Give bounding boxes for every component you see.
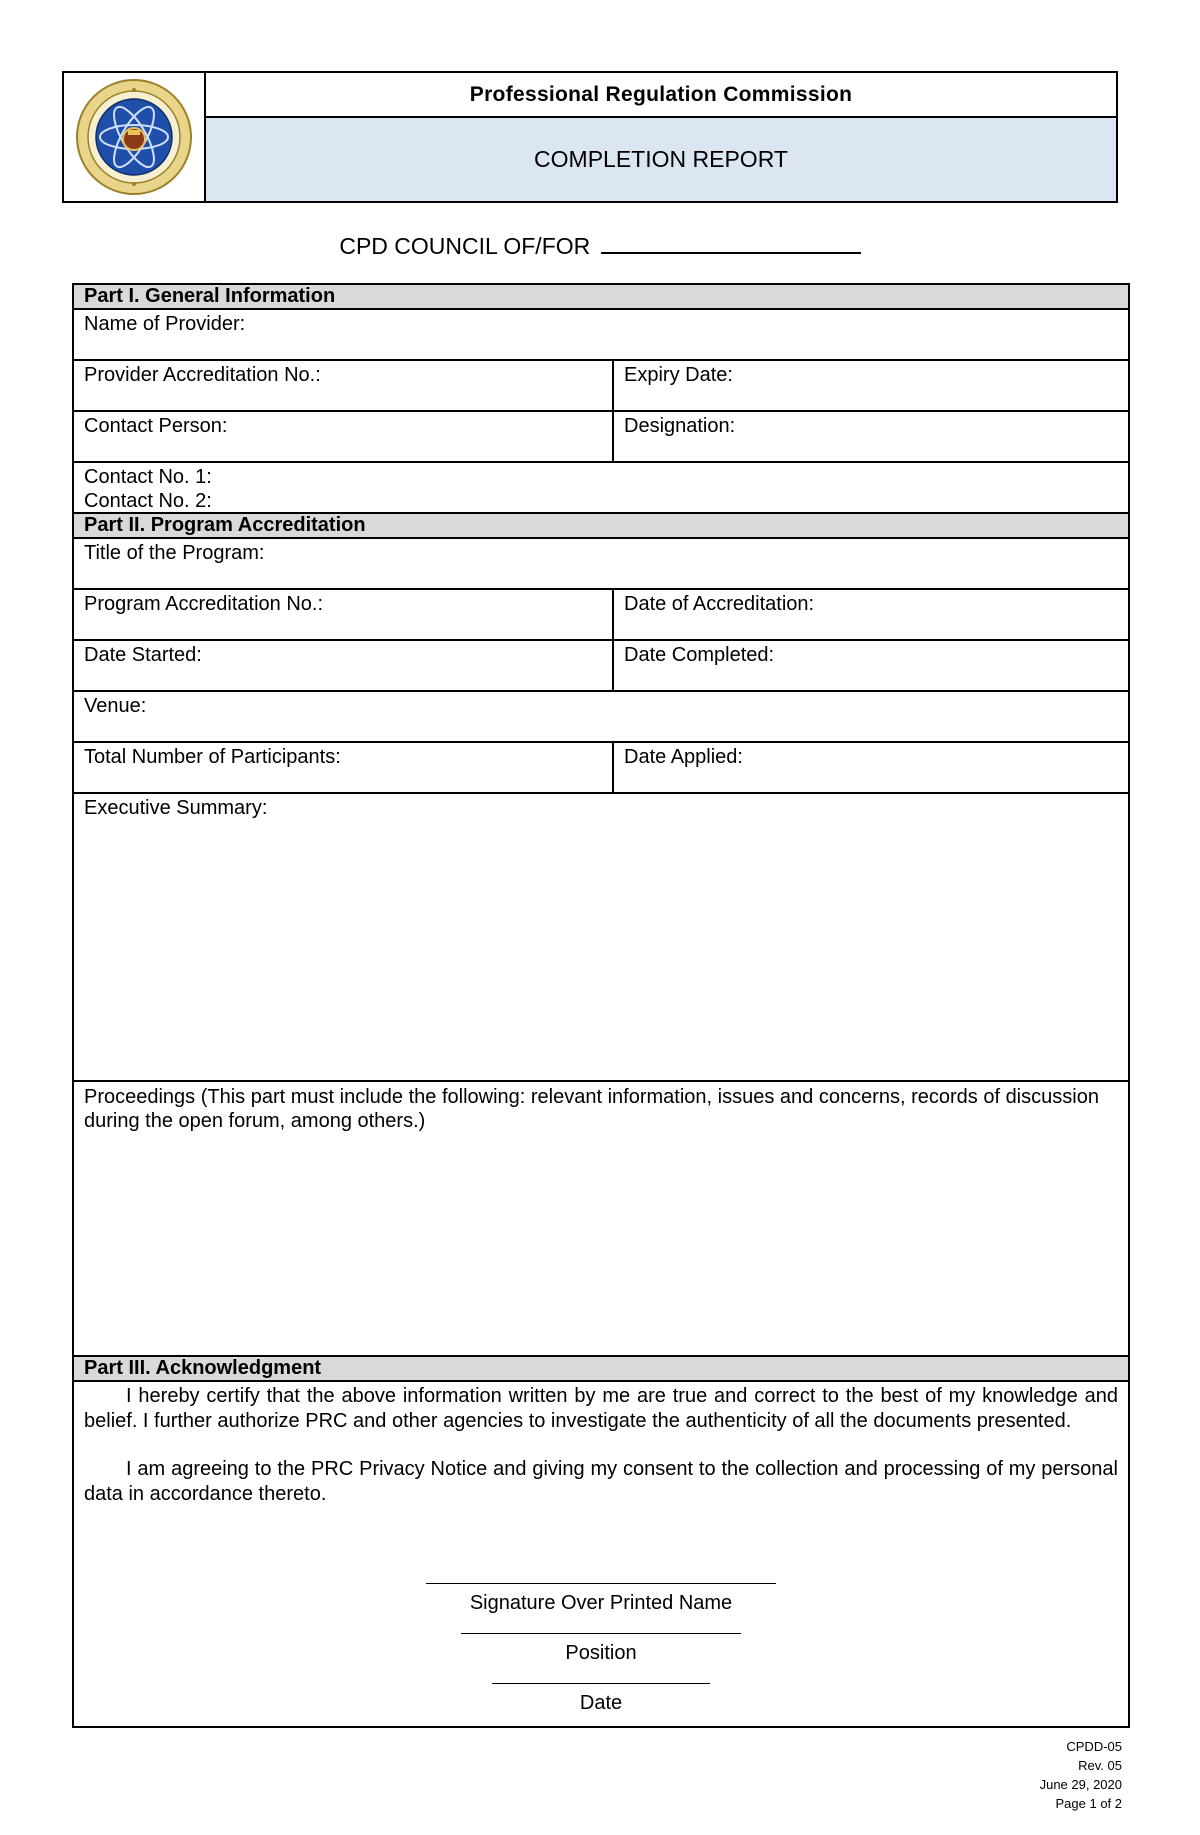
- contact-no-2-label: Contact No. 2:: [84, 490, 212, 512]
- prc-seal-icon: [75, 78, 193, 196]
- total-participants-label: Total Number of Participants:: [84, 746, 341, 768]
- proceedings-label: Proceedings (This part must include the following: relevant information, issues and concerns, records of discussion during the open forum, among others.): [84, 1086, 1099, 1132]
- name-of-provider-row[interactable]: [74, 310, 1128, 361]
- part3-header: [74, 1357, 1128, 1382]
- date-completed-label: Date Completed:: [624, 644, 775, 666]
- header-right: [206, 73, 1116, 201]
- form-footer: [1040, 1737, 1122, 1813]
- council-blank[interactable]: [601, 230, 861, 254]
- executive-summary-row[interactable]: [74, 794, 1128, 1082]
- title-of-program-label: Title of the Program:: [84, 542, 265, 564]
- contact-numbers-row[interactable]: [74, 463, 1128, 514]
- completion-form: [72, 283, 1130, 1728]
- expiry-date-field[interactable]: [614, 361, 1128, 410]
- date-applied-field[interactable]: [614, 743, 1128, 792]
- accreditation-row: [74, 361, 1128, 412]
- venue-label: Venue:: [84, 695, 147, 717]
- part3-title: Part III. Acknowledgment: [84, 1357, 322, 1379]
- doc-title: COMPLETION REPORT: [206, 118, 1116, 201]
- contact-no-1-label: Contact No. 1:: [84, 466, 212, 488]
- total-participants-field[interactable]: [74, 743, 614, 792]
- position-block: [74, 1617, 1128, 1666]
- designation-label: Designation:: [624, 415, 736, 437]
- date-label: Date: [579, 1692, 623, 1714]
- date-completed-field[interactable]: [614, 641, 1128, 690]
- header-table: [62, 71, 1118, 203]
- page-number: Page 1 of 2: [1055, 1796, 1122, 1811]
- designation-field[interactable]: [614, 412, 1128, 461]
- date-applied-label: Date Applied:: [624, 746, 743, 768]
- part1-header: [74, 285, 1128, 310]
- date-started-field[interactable]: [74, 641, 614, 690]
- form-code: CPDD-05: [1066, 1739, 1122, 1754]
- date-block: [74, 1667, 1128, 1716]
- name-of-provider-label: Name of Provider:: [84, 313, 246, 335]
- dates-row: [74, 641, 1128, 692]
- participants-row: [74, 743, 1128, 794]
- program-accreditation-row: [74, 590, 1128, 641]
- position-line[interactable]: [461, 1633, 741, 1634]
- date-line[interactable]: [492, 1683, 710, 1684]
- contact-person-field[interactable]: [74, 412, 614, 461]
- venue-row[interactable]: [74, 692, 1128, 743]
- revision: Rev. 05: [1078, 1758, 1122, 1773]
- date-started-label: Date Started:: [84, 644, 202, 666]
- position-label: Position: [565, 1642, 637, 1664]
- part2-header: [74, 514, 1128, 539]
- logo-cell: [64, 73, 206, 201]
- contact-person-row: [74, 412, 1128, 463]
- provider-accreditation-label: Provider Accreditation No.:: [84, 364, 321, 386]
- org-name: Professional Regulation Commission: [206, 73, 1116, 118]
- part1-title: Part I. General Information: [84, 285, 336, 307]
- acknowledgment-section: [74, 1382, 1128, 1726]
- title-of-program-row[interactable]: [74, 539, 1128, 590]
- proceedings-row[interactable]: [74, 1082, 1128, 1357]
- signature-line[interactable]: [426, 1583, 776, 1584]
- signature-label: Signature Over Printed Name: [469, 1592, 733, 1614]
- council-label: CPD COUNCIL OF/FOR: [339, 233, 591, 259]
- program-accreditation-field[interactable]: [74, 590, 614, 639]
- signature-block: [74, 1567, 1128, 1616]
- expiry-date-label: Expiry Date:: [624, 364, 733, 386]
- privacy-consent-paragraph: I am agreeing to the PRC Privacy Notice and giving my consent to the collection and processing of my personal data in accordance thereto.: [84, 1458, 1118, 1505]
- contact-person-label: Contact Person:: [84, 415, 228, 437]
- date-of-accreditation-field[interactable]: [614, 590, 1128, 639]
- date-of-accreditation-label: Date of Accreditation:: [624, 593, 815, 615]
- revision-date: June 29, 2020: [1039, 1777, 1122, 1792]
- part2-title: Part II. Program Accreditation: [84, 514, 366, 536]
- certification-paragraph: I hereby certify that the above information written by me are true and correct to the best of my knowledge and belief. I further authorize PRC and other agencies to investigate the authenticity of all the documents presented.: [84, 1385, 1118, 1432]
- executive-summary-label: Executive Summary:: [84, 797, 268, 819]
- council-line: [0, 230, 1200, 260]
- provider-accreditation-field[interactable]: [74, 361, 614, 410]
- program-accreditation-label: Program Accreditation No.:: [84, 593, 323, 615]
